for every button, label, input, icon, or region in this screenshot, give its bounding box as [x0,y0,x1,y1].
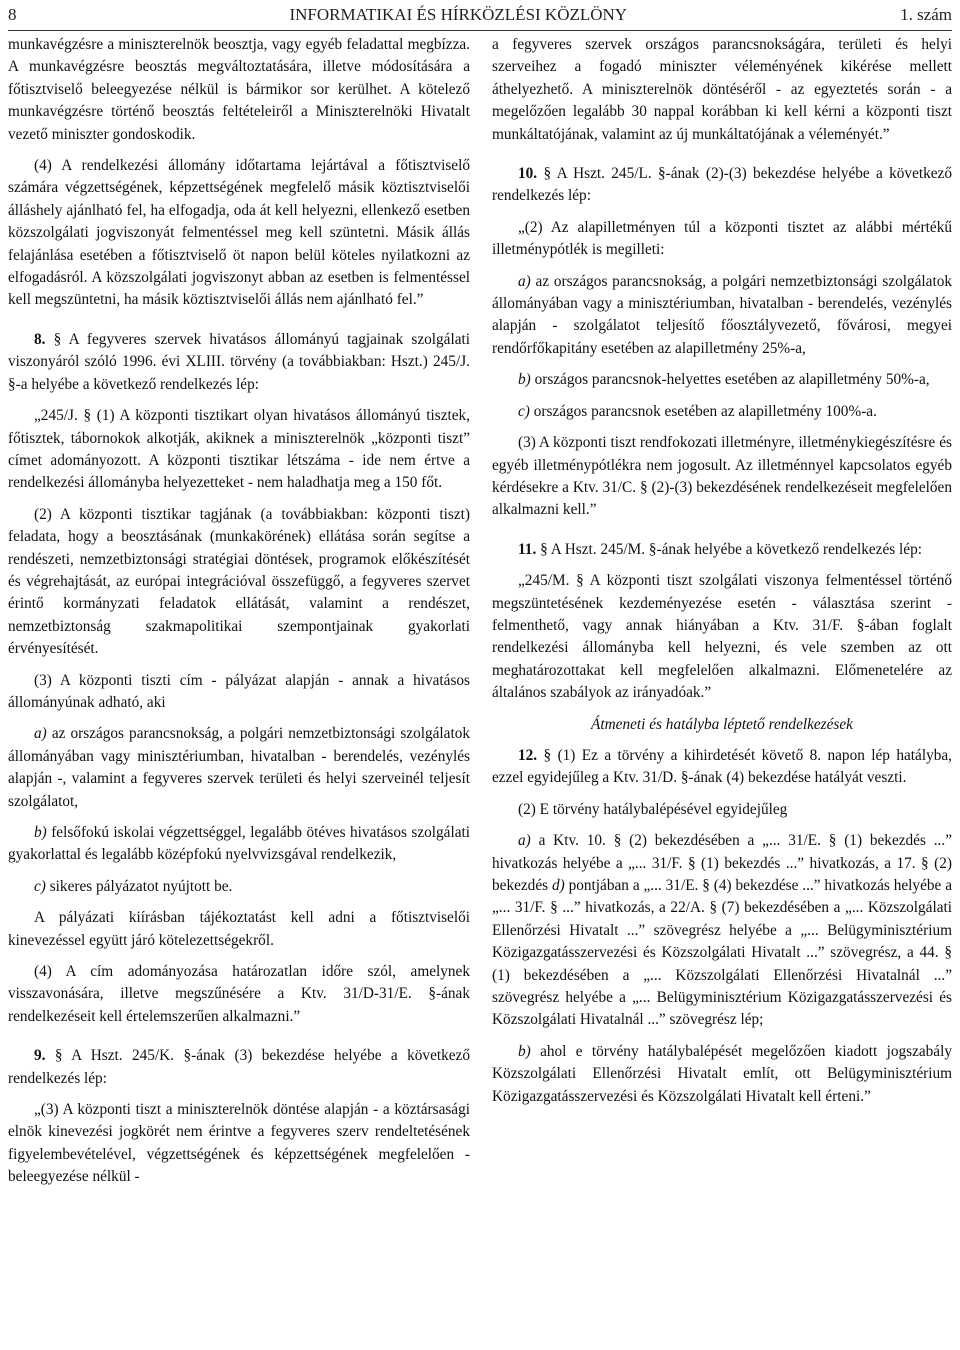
paragraph: „245/J. § (1) A központi tisztikart olyan hivatásos állományú tisztek, főtisztek, tábornokok alkotják, akiknek a miniszterelnök „központi tiszt” címet adományozott. A központi tisztikar létszáma - ide nem értve a rendelkezési állományba helyezetteket - nem haladhatja meg a 150 főt. [8,407,470,492]
item-text: sikeres pályázatot nyújtott be. [45,877,233,895]
list-item-c [8,876,470,898]
paragraph: A pályázati kiírásban tájékoztatást kell adni a főtisztviselői kinevezéssel együtt járó kötelezettségekről. [8,909,470,949]
item-label: b) [518,371,531,389]
paragraph: „245/M. § A központi tiszt szolgálati viszonya felmentéssel történő megszüntetésének kezdeményezése esetén - választása szerint - felmenthető, vagy annak hiányában a Ktv. 31/F. §-ában foglalt rendelkezési állományba kell helyezni, és vele szemben az ott meghatározottakat kell megfelelően alkalmazni. Előmenetelére az általános szabályok az irányadóak.” [492,572,952,702]
page-number: 8 [8,5,17,24]
section-10 [492,163,952,208]
section-11 [492,539,952,561]
section-subheading: Átmeneti és hatályba léptető rendelkezések [591,715,853,733]
paragraph: (3) A központi tiszti cím - pályázat alapján - annak a hivatásos állományúnak adható, aki [8,671,470,711]
section-text: § A fegyveres szervek hivatásos állományú tagjainak szolgálati viszonyáról szóló 1996. évi XLIII. törvény (a továbbiakban: Hszt.) 245/J. §-a helyébe a következő rendelkezés lép: [8,330,470,393]
section-8 [8,329,470,396]
section-text: § A Hszt. 245/M. §-ának helyébe a következő rendelkezés lép: [536,540,922,558]
item-text: az országos parancsnokság, a polgári nemzetbiztonsági szolgálatok állományában vagy minisztériumban, hivatalban - berendelés, vezénylés alapján -, valamint a fegyveres szervek területi és helyi szerveinél teljesít szolgálatot, [8,725,470,810]
item-text: ahol e törvény hatálybalépését megelőzően kiadott jogszabály Közszolgálati Ellenőrzési Hivatalt említ, ott Belügyminisztérium Közigazgatásszervezési és Közszolgálati Hivatalt kell érteni.” [492,1042,952,1105]
item-label: a) [518,272,531,290]
paragraph: (3) A központi tiszt rendfokozati illetményre, illetménykiegészítésre és egyéb illetménypótlékra nem jogosult. Az illetménnyel kapcsolatos egyéb kérdésekre a Ktv. 31/C. § (2)-(3) bekezdésének rendelkezéseit megfelelően alkalmazni kell.” [492,434,952,519]
item-text: országos parancsnok esetében az alapilletmény 100%-a. [529,402,877,420]
item-sublabel: d) [551,877,565,894]
item-label: b) [34,824,47,841]
item-text: az országos parancsnokság, a polgári nemzetbiztonsági szolgálatok állományában vagy a minisztériumban, hivatalban - berendelés, vezénylés alapján - szolgálatot teljesítő főosztályvezető, fővárosi, megyei rendőrfőkapitány esetében az alapilletmény 25%-a, [492,272,952,357]
paragraph: (2) A központi tisztikar tagjának (a továbbiakban: központi tiszt) feladata, hogy a beosztásának (munkakörének) ellátása során segítse a rendészeti, nemzetbiztonsági stratégiai döntések, programok előkészítését és végrehajtását, az európai integrációval összefüggő, a fegyveres szervet érintő kormányzati feladatok ellátását, valamint a rendészet, nemzetbiztonság szakmapolitikai szempontjainak gyakorlati érvényesítését. [8,505,470,658]
section-text: § (1) Ez a törvény a kihirdetését követő 8. napon lép hatályba, ezzel egyidejűleg a Ktv. 31/D. §-ának (4) bekezdése hatályát veszti. [492,746,952,787]
list-item-c [492,401,952,423]
list-item-b [492,369,952,391]
section-number: 9. [34,1047,46,1065]
paragraph: „(2) Az alapilletményen túl a központi tisztet az alábbi mértékű illetménypótlék is megilleti: [492,218,952,259]
item-text: országos parancsnok-helyettes esetében az alapilletmény 50%-a, [530,371,930,389]
paragraph: (2) E törvény hatálybalépésével egyidejűleg [518,800,788,818]
header-rule [8,30,952,31]
issue-number: 1. szám [900,5,952,24]
item-label: a) [518,832,531,850]
section-text: § A Hszt. 245/K. §-ának (3) bekezdése helyébe a következő rendelkezés lép: [8,1047,470,1087]
paragraph: munkavégzésre a miniszterelnök beosztja, vagy egyéb feladattal megbízza. A munkavégzésre beosztás megváltoztatására, illetve módosítására a főtisztviselő beleegyezése nélkül is bármikor sor kerülhet. A kötelező munkavégzésre történő beosztás feltételeiről a Miniszterelnöki Hivatalt vezető miniszter gondoskodik. [8,36,470,143]
journal-title: INFORMATIKAI ÉS HÍRKÖZLÉSI KÖZLÖNY [289,5,628,24]
section-9 [8,1045,470,1090]
section-text: § A Hszt. 245/L. §-ának (2)-(3) bekezdése helyébe a következő rendelkezés lép: [492,165,952,205]
list-item-a [8,723,470,813]
item-text: pontjában a „... 31/E. § (4) bekezdése ...” hivatkozás helyébe a „... 31/F. § ...” hivatkozás, a 22/A. § (7) bekezdésében a „... Közszolgálati Ellenőrzési Hivatalt ...” szövegrész helyébe a „... Belügyminisztérium Közigazgatásszervezési és Közszolgálati Hivatalt ...” szövegrész, a 44. § (1) bekezdésében a „... Közszolgálati Ellenőrzési Hivatalnál ...” szövegrész helyébe a „... Belügyminisztérium Közigazgatásszervezési és Közszolgálati Hivatalnál ...” szövegrész lép; [492,877,952,1029]
section-number: 11. [518,540,537,558]
section-number: 10. [518,165,538,183]
item-label: b) [518,1042,531,1060]
right-column [492,34,952,1348]
list-item-b [492,1041,952,1108]
section-12 [492,745,952,790]
item-label: a) [34,725,47,743]
item-text: felsőfokú iskolai végzettséggel, legalább ötéves hivatásos szolgálati gyakorlattal és legalább középfokú nyelvvizsgával rendelkezik, [8,824,470,864]
section-number: 8. [34,330,46,348]
left-column [8,34,470,1348]
list-item-a [492,271,952,361]
list-item-b [8,822,470,867]
item-label: c) [518,402,530,420]
paragraph: „(3) A központi tiszt a miniszterelnök döntése alapján - a köztársasági elnök kinevezési jogkörét nem érintve a fegyveres szerv rendeltetésének figyelembevételével, végzettségének és képzettségének megfelelően - beleegyezése nélkül - [8,1101,470,1186]
item-label: c) [34,877,46,895]
page-header [8,2,952,28]
list-item-a [492,830,952,1032]
section-number: 12. [518,746,538,764]
paragraph: (4) A rendelkezési állomány időtartama lejártával a főtisztviselő számára végzettségének, képzettségének megfelelő másik köztisztviselői álláshely ajánlható fel, ha elfogadja, oda át kell helyezni, ellenkező esetben közszolgálati jogviszonyát felmentéssel meg kell szüntetni. Másik állás felajánlása esetében a főtisztviselő öt napon belül köteles nyilatkozni az elfogadásról. A közszolgálati jogviszonyt abban az esetben is felmentéssel kell megszüntetni, ha másik köztisztviselői állás nem ajánlható fel.” [8,157,470,309]
item-text: a Ktv. 10. § (2) bekezdésében a „... 31/E. § (1) bekezdés ...” hivatkozás helyébe a „... 31/F. § (1) bekezdés ...” hivatkozás, a 17. § (2) bekezdés [492,832,952,894]
paragraph: a fegyveres szervek országos parancsnokságára, területi és helyi szerveihez a fogadó miniszter véleményének kikérése mellett áthelyezhető. A miniszterelnök döntéséről - az egyeztetés során - a megelőzően legalább 30 nappal korábban ki kell kérni a központi tiszt munkáltatójának, valamint az új munkáltatójának a véleményét.” [492,36,952,143]
paragraph: (4) A cím adományozása határozatlan időre szól, amelynek visszavonására, illetve megszűnésére a Ktv. 31/D-31/E. §-ának rendelkezéseit kell értelemszerűen alkalmazni.” [8,963,470,1025]
